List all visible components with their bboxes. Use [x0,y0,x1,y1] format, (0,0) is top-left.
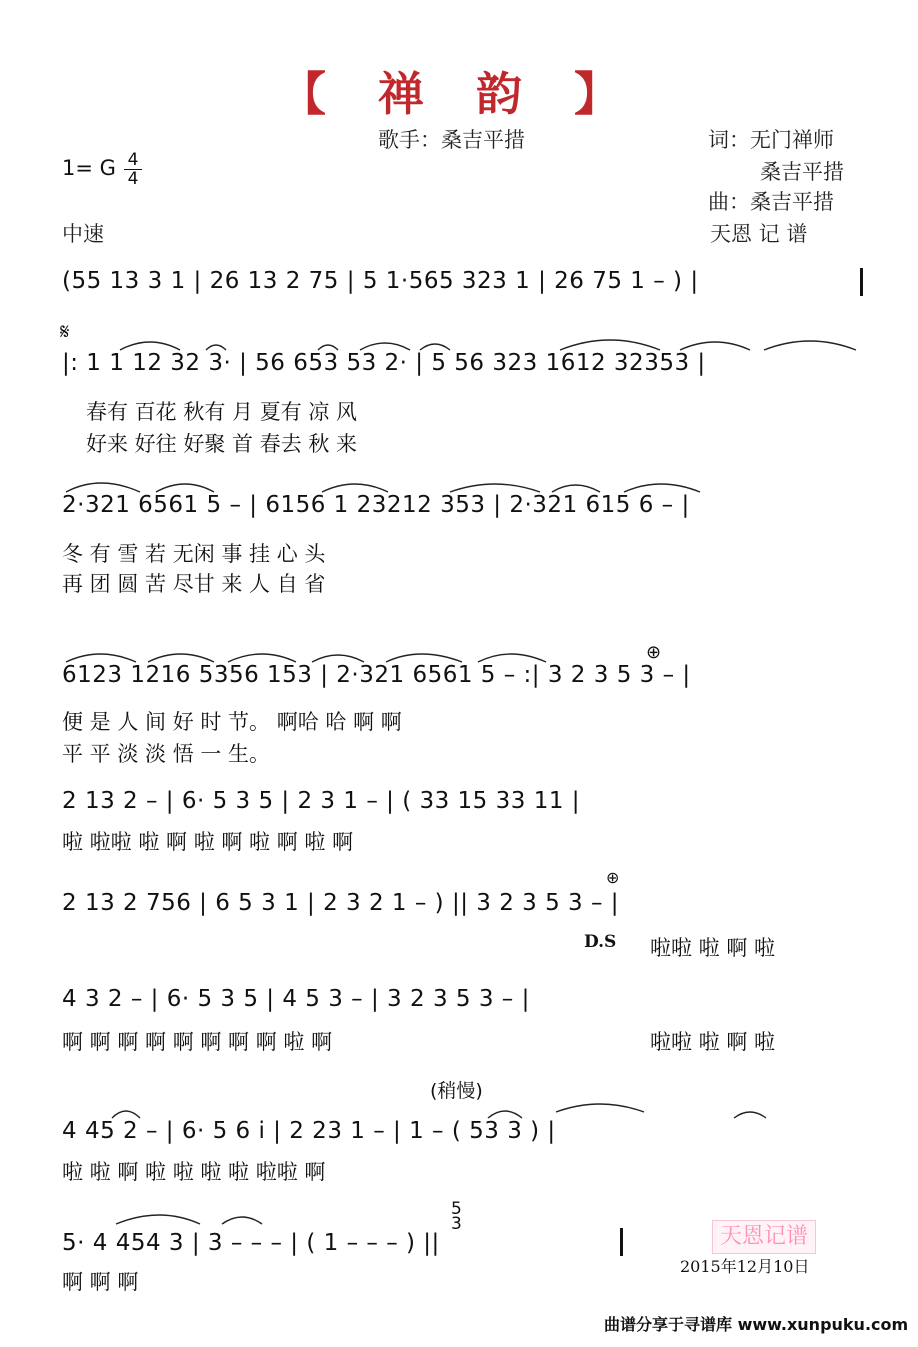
score-line-3: 2·321 6561 5 – | 6156 1 23212 353 | 2·321 615 6 – | [62,492,690,518]
coda-icon: ⊕ [606,868,620,887]
score-line-4: 6123 1216 5356 153 | 2·321 6561 5 – :| 3 2 3 5 3 – | [62,662,691,688]
transcriber-credit: 天恩 记 谱 [710,222,808,246]
tempo-marking: 中速 [62,222,104,246]
time-signature-bottom: 4 [127,169,139,189]
lyricist-credit-2: 桑吉平措 [760,160,844,184]
segno-icon: 𝄋 [60,320,70,345]
coda-icon: ⊕ [646,642,662,663]
transcriber-stamp: 天恩记谱 [712,1220,816,1254]
lyric-line-5: 啦 啦啦 啦 啊 啦 啊 啦 啊 啦 啊 [62,830,354,854]
time-signature [124,151,142,188]
lyric-line-7a: 啊 啊 啊 啊 啊 啊 啊 啊 啦 啊 [62,1030,333,1054]
score-line-6: 2 13 2 756 | 6 5 3 1 | 2 3 2 1 – ) || 3 2 3 5 3 – | [62,890,620,916]
score-line-5: 2 13 2 – | 6· 5 3 5 | 2 3 1 – | ( 33 15 33 11 | [62,788,581,814]
song-title: 【 禅 韵 】 [279,67,639,121]
lyric-line-2a: 春有 百花 秋有 月 夏有 凉 风 [86,400,358,424]
tempo-change: (稍慢) [430,1080,483,1102]
lyric-line-6: 啦啦 啦 啊 啦 [650,936,776,960]
key-signature: 1= G [62,156,116,180]
ds-marking: D.S [584,932,617,952]
lyric-line-8: 啦 啦 啊 啦 啦 啦 啦 啦啦 啊 [62,1160,326,1184]
lyric-line-9: 啊 啊 啊 [62,1270,139,1294]
lyric-line-3b: 再 团 圆 苦 尽甘 来 人 自 省 [62,572,326,596]
lyric-line-4a: 便 是 人 间 好 时 节。 啊哈 哈 啊 啊 [62,710,402,734]
score-line-9: 5· 4 454 3 | 3 – – – | ( 1 – – – ) || [62,1230,440,1256]
chord-top-note: 5 [451,1199,462,1219]
score-line-8: 4 45 2 – | 6· 5 6 i | 2 23 1 – | 1 – ( 53 3 ) | [62,1118,556,1144]
lyric-line-3a: 冬 有 雪 若 无闲 事 挂 心 头 [62,542,326,566]
source-footer: 曲谱分享于寻谱库 www.xunpuku.com [604,1315,909,1334]
chord-stack [451,1199,462,1234]
score-line-2: |: 1 1 12 32 3· | 56 653 53 2· | 5 56 323 1612 32353 | [62,350,706,376]
lyric-line-2b: 好来 好往 好聚 首 春去 秋 来 [86,432,358,456]
score-line-7: 4 3 2 – | 6· 5 3 5 | 4 5 3 – | 3 2 3 5 3 – | [62,986,530,1012]
time-signature-top: 4 [124,151,142,170]
chord-mid-note: 3 [451,1214,462,1234]
lyric-line-7b: 啦啦 啦 啊 啦 [650,1030,776,1054]
lyric-line-4b: 平 平 淡 淡 悟 一 生。 [62,742,271,766]
singer-credit: 歌手：桑吉平措 [378,128,525,152]
transcription-date: 2015年12月10日 [680,1257,810,1276]
barline [860,268,863,296]
final-barline [620,1228,623,1256]
composer-credit: 曲：桑吉平措 [708,190,834,214]
lyricist-credit: 词：无门禅师 [708,128,834,152]
score-line-1: (55 13 3 1 | 26 13 2 75 | 5 1·565 323 1 | 26 75 1 – ) | [62,268,699,294]
